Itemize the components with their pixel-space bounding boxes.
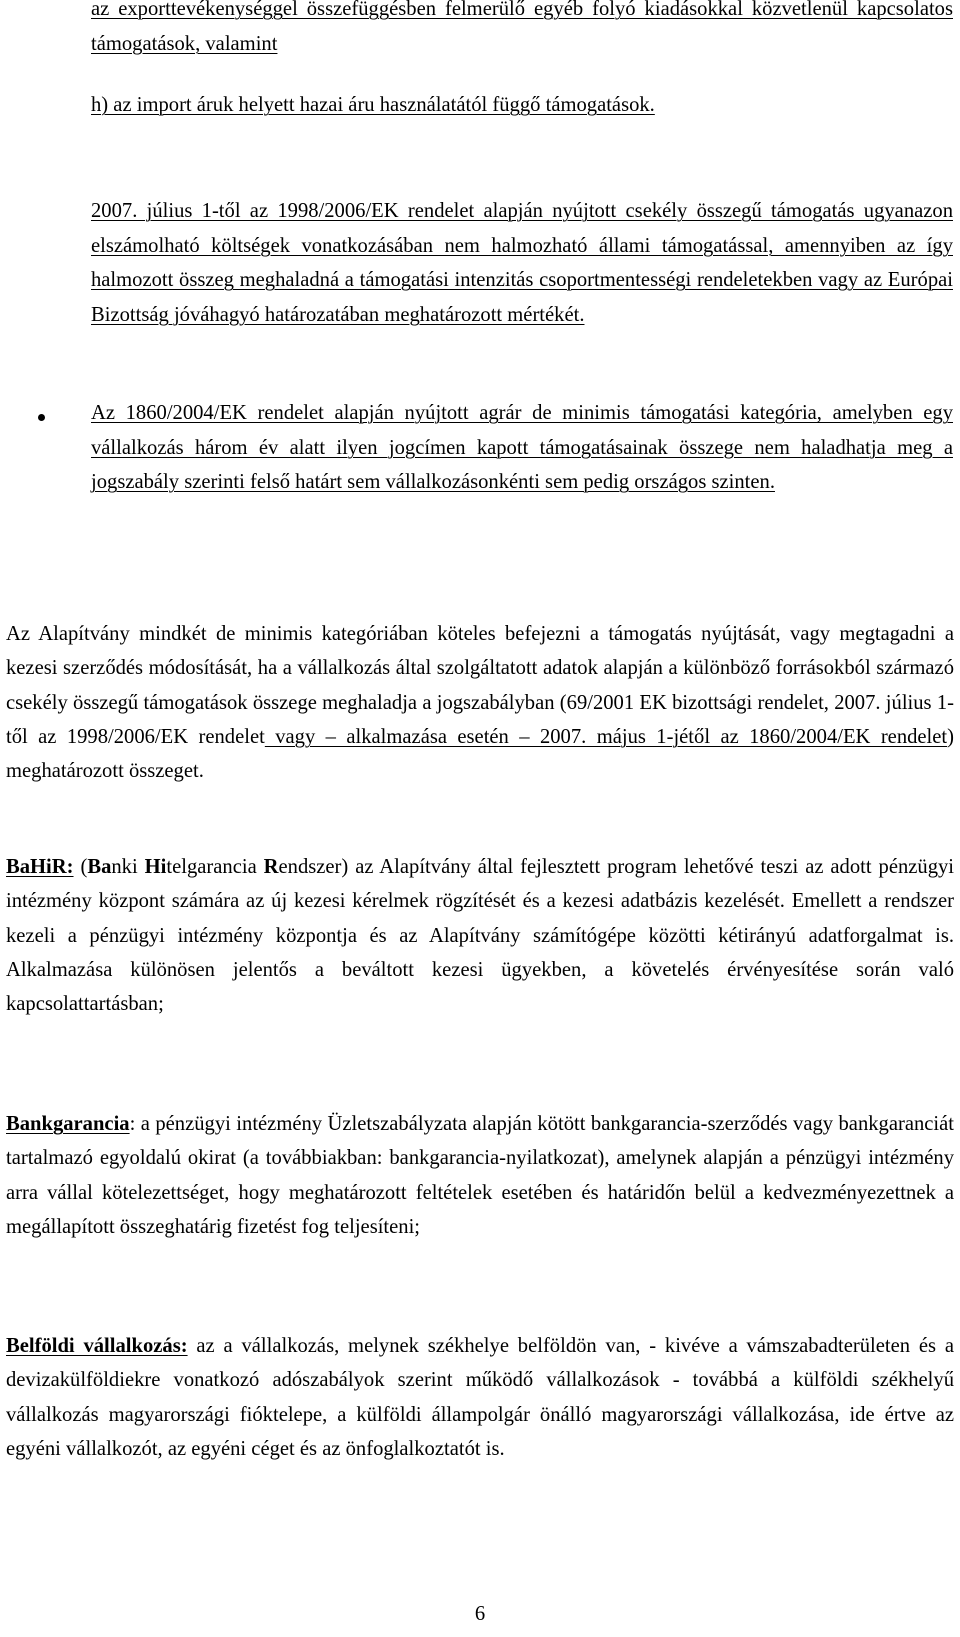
definition-belfoldi-vallalkozas: Belföldi vállalkozás: az a vállalkozás, melynek székhelye belföldön van, - kivéve a vámszabadterületen és a devizakülföldiekre vonatkozó adószabályok szerint működő vállalkozások - továbbá a külföldi székhelyű vállalkozás magyarországi fióktelepe, a külföldi állampolgár önálló magyarországi vállalkozása, ide értve az egyéni vállalkozót, az egyéni céget és az önfoglalkoztatót is. [6, 1335, 955, 1460]
definition-bankgarancia: Bankgarancia: a pénzügyi intézmény Üzletszabályzata alapján kötött bankgarancia-szerződés vagy bankgaranciát tartalmazó egyoldalú okirat (a továbbiakban: bankgarancia-nyilatkozat), amelynek alapján a pénzügyi intézmény arra vállal kötelezettséget, hogy meghatározott feltételek esetében és határidőn belül a kedvezményezettnek a megállapított összeghatárig fizetést fog teljesíteni; [6, 1113, 954, 1238]
bullet-icon [38, 414, 45, 421]
term-belfoldi-vallalkozas: Belföldi vállalkozás: [6, 1335, 188, 1357]
paragraph-alapitvany: Az Alapítvány mindkét de minimis kategóriában köteles befejezni a támogatás nyújtását, vagy megtagadni a kezesi szerződés módosítását, ha a vállalkozás által szolgáltatott adatok alapján a különböző forrásokból származó csekély összegű támogatások összege meghaladja a jogszabályban (69/2001 EK bizottsági rendelet, 2007. július 1-től az 1998/2006/EK rendelet vagy – alkalmazása esetén – 2007. május 1-jétől az 1860/2004/EK rendelet) meghatározott összeget. [6, 623, 954, 783]
export-support-text: az exporttevékenységgel összefüggésben felmerülő egyéb folyó kiadásokkal közvetlenül kapcsolatos támogatások, valamint [91, 0, 953, 55]
import-support-item-h: h) az import áruk helyett hazai áru használatától függő támogatások. [91, 94, 655, 116]
term-bahir: BaHiR: [6, 856, 74, 878]
page-number: 6 [474, 1603, 486, 1625]
paragraph-2007-cumulation: 2007. július 1-től az 1998/2006/EK rendelet alapján nyújtott csekély összegű támogatás ugyanazon elszámolható költségek vonatkozásában nem halmozható állami támogatással, amennyiben az így halmozott összeg meghaladná a támogatási intenzitás csoportmentességi rendeletekben vagy az Európai Bizottság jóváhagyó határozatában meghatározott mértékét. [91, 200, 953, 326]
term-bankgarancia: Bankgarancia [6, 1113, 130, 1135]
definition-bahir: BaHiR: (Banki Hitelgarancia Rendszer) az Alapítvány által fejlesztett program lehetővé teszi az adott pénzügyi intézmény központ számára az új kezesi kérelmek rögzítését és a kezesi adatbázis kezelését. Emellett a rendszer kezeli a pénzügyi intézmény központja és az Alapítvány számítógépe közötti kétirányú adatforgalmat is. Alkalmazása különösen jelentős a beváltott kezesi ügyekben, a követelés érvényesítése során való kapcsolattartásban; [6, 856, 955, 1016]
bullet-agrar-de-minimis: Az 1860/2004/EK rendelet alapján nyújtott agrár de minimis támogatási kategória, amelyben egy vállalkozás három év alatt ilyen jogcímen kapott támogatásainak összege nem haladhatja meg a jogszabály szerinti felső határt sem vállalkozásonkénti sem pedig országos szinten. [91, 402, 953, 493]
